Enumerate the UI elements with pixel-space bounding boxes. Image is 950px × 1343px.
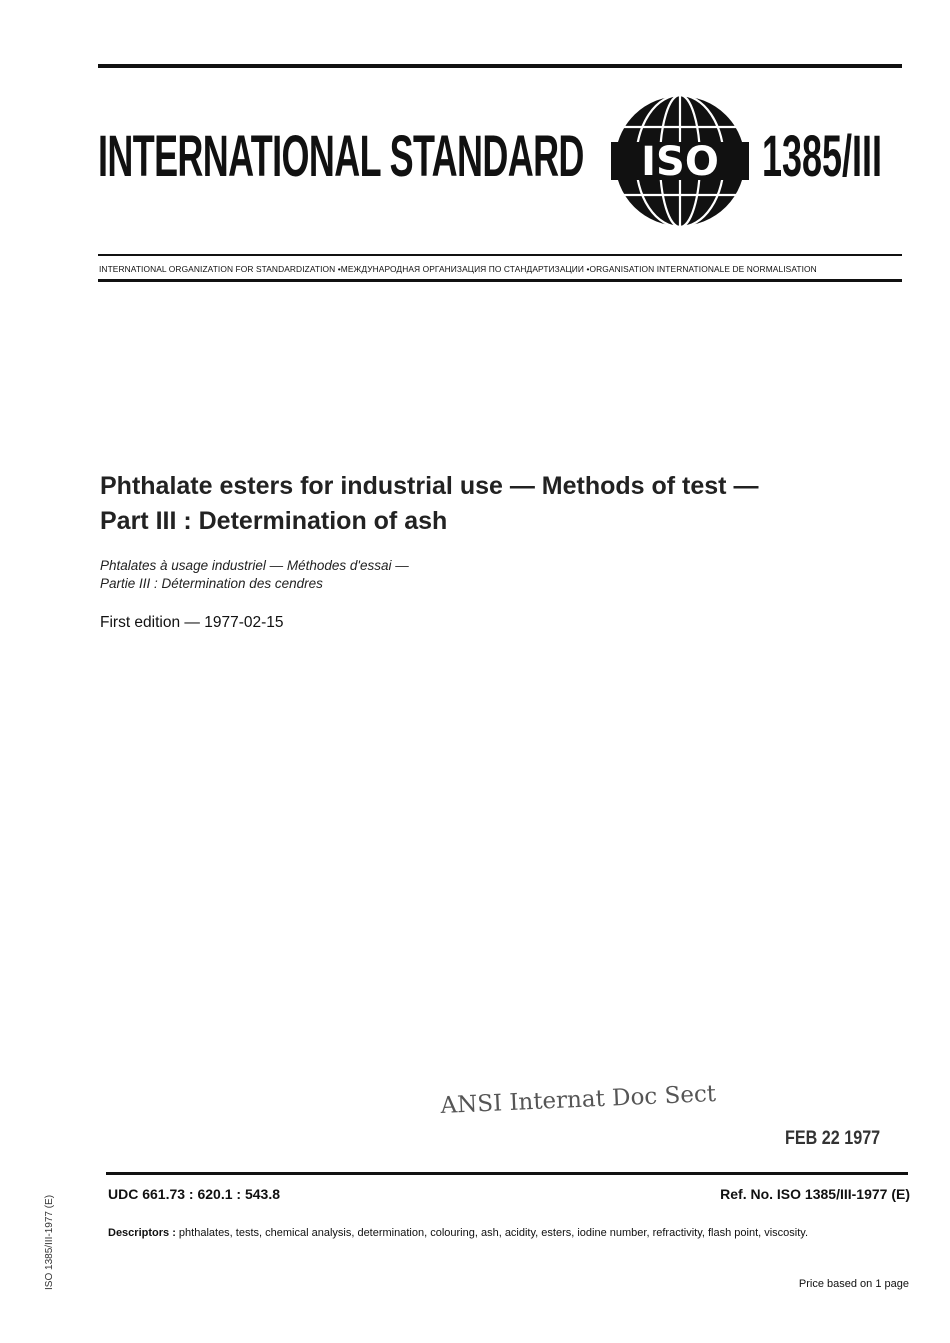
reference-number: Ref. No. ISO 1385/III-1977 (E): [720, 1186, 910, 1202]
descriptors-label: Descriptors :: [108, 1227, 176, 1239]
side-identifier: ISO 1385/III-1977 (E): [44, 1194, 55, 1290]
title-en-line2: Part III : Determination of ash: [100, 507, 448, 535]
standard-number: 1385/III: [762, 124, 882, 189]
header-bottom-rule: [98, 254, 902, 256]
logo-text: ISO: [641, 139, 719, 185]
iso-logo: [611, 92, 749, 230]
edition: First edition — 1977-02-15: [100, 614, 284, 631]
organization-line: INTERNATIONAL ORGANIZATION FOR STANDARDIZATION •МЕЖДУНАРОДНАЯ ОРГАНИЗАЦИЯ ПО СТАНДАРТИЗАЦИИ •ORGANISATION INTERNATIONALE DE NORMALISATION: [99, 264, 817, 274]
stamp-date: FEB 22 1977: [785, 1128, 881, 1149]
udc-number: UDC 661.73 : 620.1 : 543.8: [108, 1186, 280, 1202]
descriptors: [108, 1225, 913, 1241]
descriptors-text: phthalates, tests, chemical analysis, determination, colouring, ash, acidity, esters, iodine number, refractivity, flash point, viscosity.: [178, 1227, 809, 1239]
title-fr-line1: Phtalates à usage industriel — Méthodes d'essai —: [100, 558, 409, 573]
title-fr-line2: Partie III : Détermination des cendres: [100, 576, 323, 591]
received-stamp: ANSI Internat Doc Sect: [440, 1080, 717, 1119]
header-title: INTERNATIONAL STANDARD: [98, 124, 584, 189]
footer-rule: [106, 1172, 908, 1175]
org-bottom-rule: [98, 279, 902, 282]
iso-globe-icon: [611, 92, 749, 230]
title-en-line1: Phthalate esters for industrial use — Methods of test —: [100, 472, 759, 500]
price-note: Price based on 1 page: [798, 1278, 909, 1290]
top-rule: [98, 64, 902, 68]
